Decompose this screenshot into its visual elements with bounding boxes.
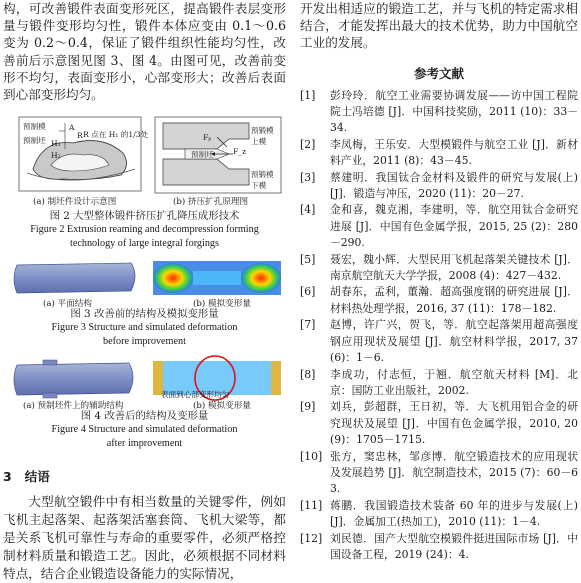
- reference-text: 蒋鹏．我国锻造技术装备 60 年的进步与发展(上) [J]．金属加工(热加工)，2010 (11)：1－4.: [330, 498, 578, 529]
- reference-text: 聂宏，魏小辉．大型民用飞机起落架关键技术 [J]．南京航空航天大学学报，2008 (4)：427－432.: [330, 252, 578, 283]
- fig2-subcaption-a: (a) 制坯件设计示意图: [33, 197, 117, 208]
- reference-number: [10]: [300, 449, 323, 463]
- reference-number: [9]: [300, 400, 316, 414]
- section-title: 结语: [24, 469, 50, 485]
- reference-number: [6]: [300, 285, 316, 299]
- reference-item: [300, 531, 578, 564]
- fig3-caption-cn: 图 3 改善前的结构及模拟变形量: [70, 308, 219, 321]
- reference-number: [8]: [300, 367, 316, 381]
- reference-number: [12]: [300, 531, 323, 545]
- fig4-caption-cn: 图 4 改善后的结构及变形量: [80, 410, 209, 423]
- reference-item: [300, 284, 578, 317]
- reference-text: 李凤梅，王乐安．大型模锻件与航空工业 [J]．新材料产业，2011 (8)：43－45.: [330, 137, 578, 168]
- figure-3: [3, 255, 286, 310]
- reference-item: [300, 137, 578, 170]
- reference-number: [7]: [300, 318, 316, 332]
- label-h2: H₂: [51, 151, 61, 161]
- figure-2: [3, 109, 286, 209]
- body-paragraph-top: 构，可改善锻件表面变形死区，提高锻件表层变形量与锻件变形均匀性，锻件本体应变由 0.1～0.6 变为 0.2～0.4，保证了锻件组织性能均匀性，改善前后示意图见图 3、图 4。由图可见，改善前变形不均匀，表面变形小，心部变形大；改善后表面到心部变形均匀。: [3, 1, 286, 103]
- label-billet-part: 预制坯: [23, 136, 46, 146]
- fig4-annotation: 表面到心部变形均匀: [161, 390, 230, 400]
- label-fz: F_z: [233, 147, 247, 157]
- references-heading: 参考文献: [413, 65, 464, 81]
- body-paragraph-continued: 开发出相适应的锻造工艺，并与飞机的特定需求相结合，才能发挥出最大的技术优势，助力中国航空工业的发展。: [300, 1, 578, 51]
- fig2-caption-en-2: technology of large integral forgings: [69, 238, 219, 250]
- label-a: A: [69, 123, 75, 133]
- reference-number: [2]: [300, 137, 316, 151]
- fig3-subcaption-a: (a) 平面结构: [43, 299, 92, 310]
- label-pre-blank: 预制坯: [191, 150, 214, 160]
- fig2-caption-en-1: Figure 2 Extrusion reaming and decompression forming: [30, 224, 259, 236]
- reference-number: [4]: [300, 203, 316, 217]
- label-upper-die: 预锻模上模: [251, 126, 274, 147]
- reference-list: [300, 88, 578, 564]
- reference-text: 蔡建明．我国钛合金材料及锻件的研究与发展(上) [J]．锻造与冲压，2020 (11)：20－27.: [330, 170, 578, 201]
- left-column: [3, 0, 286, 583]
- label-r-note: R 点在 H₁ 的1/3处: [83, 130, 149, 140]
- reference-text: 李成功，付志恒，于翘．航空航天材料 [M]．北京：国防工业出版社，2002.: [330, 367, 578, 397]
- section-number: 3: [3, 469, 12, 485]
- figure-4: [3, 353, 286, 412]
- fig4-caption-en-2: after improvement: [106, 438, 183, 450]
- label-r: R: [77, 131, 83, 141]
- reference-number: [3]: [300, 170, 316, 184]
- reference-text: 赵博，许广兴，贺飞，等．航空起落架用超高强度钢应用现状及展望 [J]．航空材料学报，2017, 37 (6)：1－6.: [330, 318, 578, 365]
- reference-text: 金和喜，魏克湘，李建明，等．航空用钛合金研究进展 [J]．中国有色金属学报，2015, 25 (2)：280－290.: [330, 203, 578, 250]
- label-lower-die: 预锻模下模: [251, 170, 274, 191]
- reference-item: [300, 88, 578, 137]
- fig4-subcaption-b: (b) 模拟变形量: [193, 401, 251, 412]
- fig3-subcaption-b: (b) 模拟变形量: [193, 299, 251, 310]
- reference-item: [300, 449, 578, 498]
- label-fp: Fₚ: [203, 133, 212, 143]
- reference-item: [300, 498, 578, 531]
- reference-item: [300, 252, 578, 285]
- reference-text: 刘民德．国产大型航空模锻件挺进国际市场 [J]．中国设备工程，2019 (24)：4.: [330, 531, 578, 561]
- reference-number: [5]: [300, 252, 316, 266]
- reference-text: 彭玲玲．航空工业需要协调发展——访中国工程院院士冯培德 [J]．中国科技奖励，2011 (10)：33－34.: [330, 88, 578, 135]
- fig4-caption-en-1: Figure 4 Structure and simulated deformation: [51, 424, 238, 436]
- reference-item: [300, 317, 578, 366]
- reference-number: [1]: [300, 88, 316, 102]
- reference-text: 张方，窦忠林，邹彦博．航空锻造技术的应用现状及发展趋势 [J]．航空制造技术，2015 (7)：60－63.: [330, 449, 578, 496]
- section-heading: [3, 467, 286, 485]
- reference-number: [11]: [300, 498, 323, 512]
- fig2-caption-cn: 图 2 大型整体锻件挤压扩孔降压成形技术: [49, 210, 240, 223]
- fig2-subcaption-b: (b) 挤压扩孔原理图: [173, 197, 249, 208]
- reference-text: 刘兵，彭超群，王日初，等．大飞机用铝合金的研究现状及展望 [J]．中国有色金属学报，2010, 20 (9)：1705－1715.: [330, 400, 578, 447]
- reference-text: 胡春东，孟利，董瀚．超高强度钢的研究进展 [J]．材料热处理学报，2016, 37 (11)：178－182.: [330, 285, 578, 315]
- reference-item: [300, 367, 578, 400]
- reference-item: [300, 399, 578, 448]
- reference-item: [300, 170, 578, 203]
- right-column: [300, 0, 578, 563]
- conclusion-paragraph: 大型航空锻件中有相当数量的关键零件，例如飞机主起落架、起落架活塞套筒、飞机大梁等，都是关系飞机可靠性与寿命的重要零件，必须严格控制材料质量和锻造工艺。因此，必须根据不同材料特点，结合企业锻造设备能力的实际情况，: [3, 494, 286, 582]
- reference-item: [300, 202, 578, 251]
- fig3-caption-en-1: Figure 3 Structure and simulated deformation: [51, 322, 238, 334]
- label-billet-die: 预制模: [23, 122, 46, 132]
- fig3-caption-en-2: before improvement: [103, 336, 186, 348]
- label-h1: H₁: [51, 139, 61, 149]
- fig4-subcaption-a: (a) 预制坯件上的辅助结构: [23, 401, 124, 412]
